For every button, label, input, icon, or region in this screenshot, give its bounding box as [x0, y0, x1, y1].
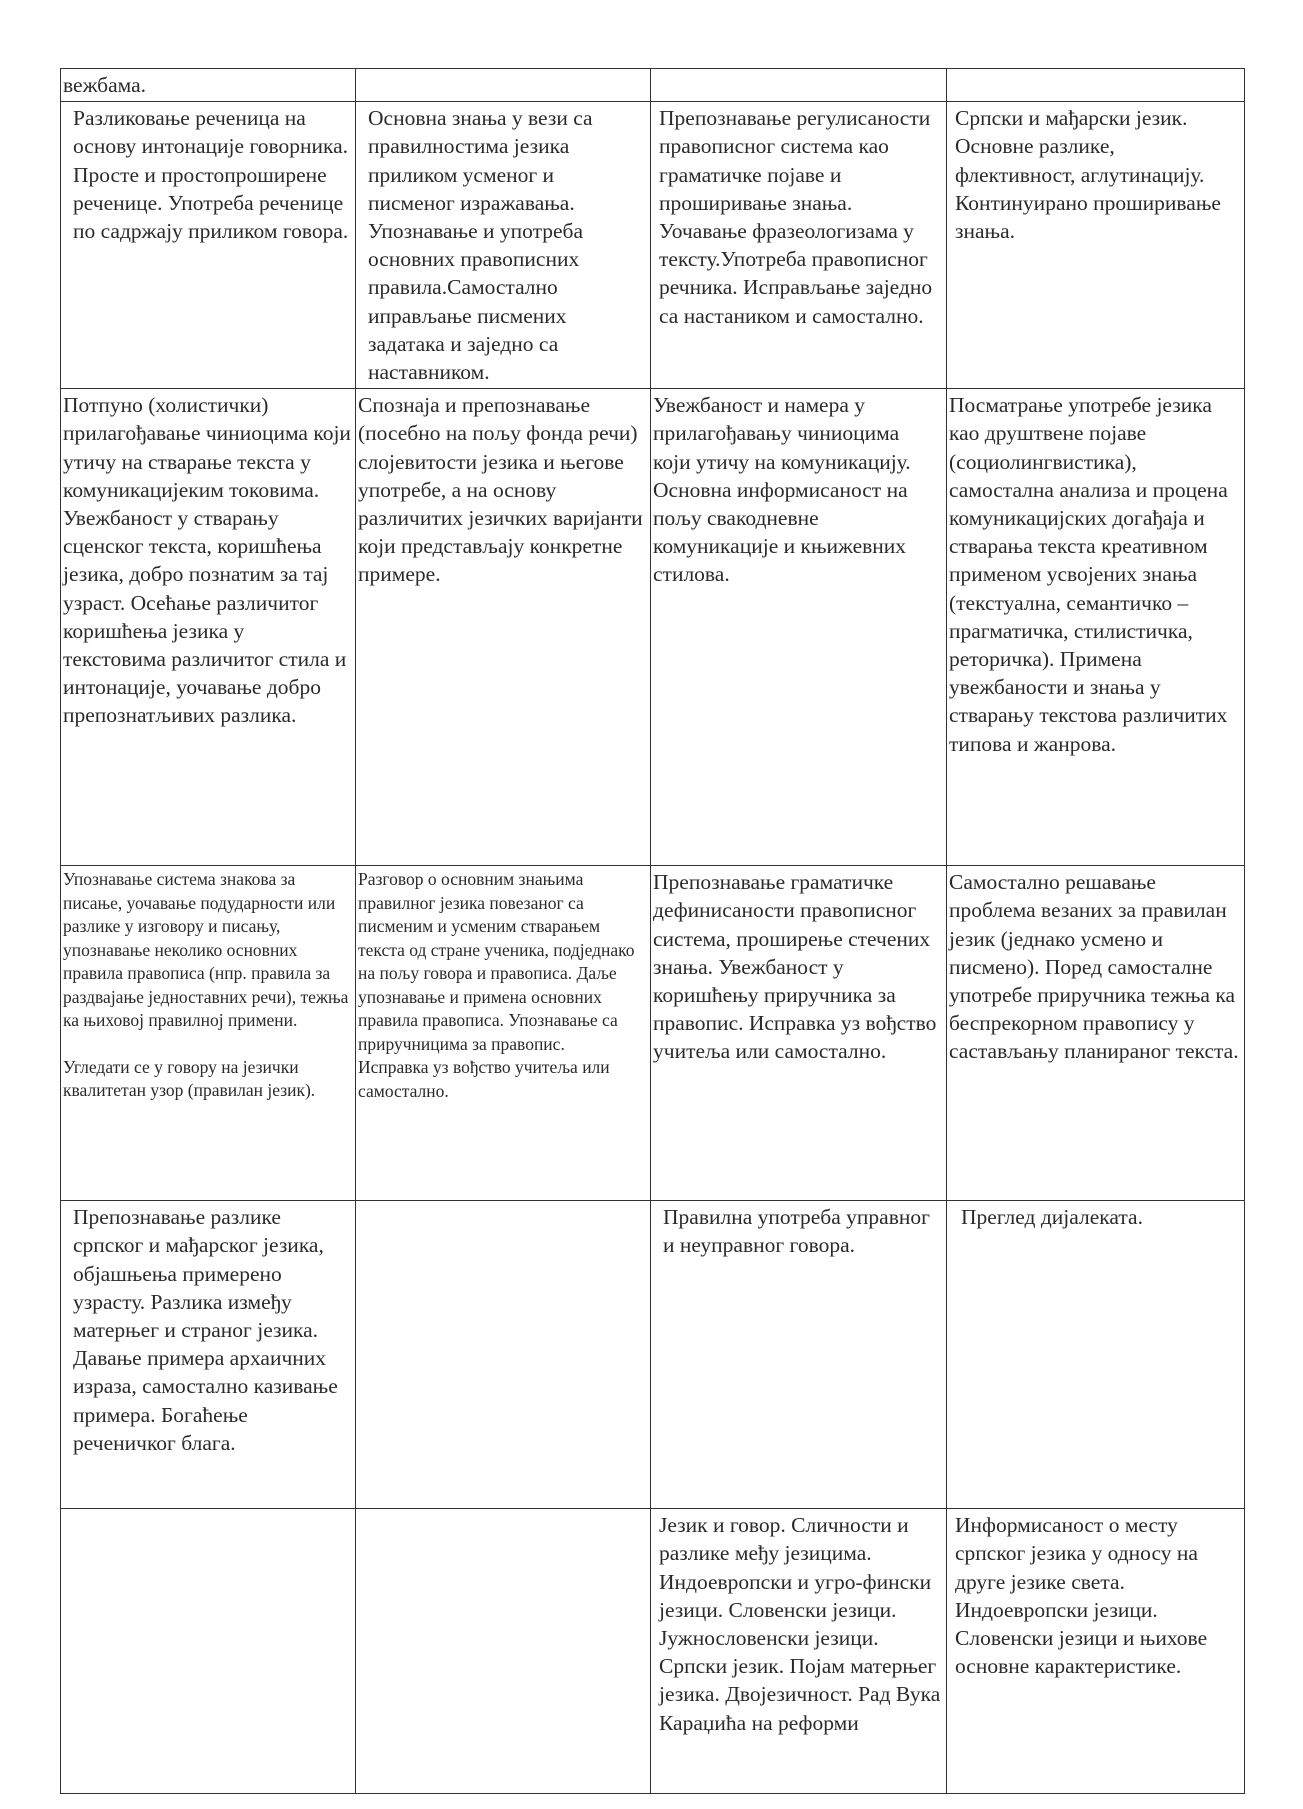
table-row [61, 1201, 1245, 1509]
table-cell: Препознавање граматичке дефинисаности правописног система, проширење стечених знања. Увежбаност у коришћењу приручника за правопис. Исправка уз вођство учитеља или самостално. [651, 866, 947, 1201]
table-cell: Правилна употреба управног и неуправног говора. [651, 1201, 947, 1509]
table-row [61, 866, 1245, 1201]
table-row [61, 1509, 1245, 1794]
table-cell: Препознавање разлике српског и мађарског језика, објашњења примерено узрасту. Разлика између матерњег и страног језика. Давање примера архаичних израза, самостално казивање примера. Богаћење реченичког блага. [61, 1201, 356, 1509]
table-cell: вежбама. [61, 69, 356, 102]
table-cell: Спознаја и препознавање (посебно на пољу фонда речи) слојевитости језика и његове употребе, а на основу различитих језичких варијанти који представљају конкретне примере. [356, 389, 651, 866]
table-cell [356, 69, 651, 102]
table-row [61, 389, 1245, 866]
table-row [61, 69, 1245, 102]
table-cell: Преглед дијалеката. [947, 1201, 1245, 1509]
table-cell: Препознавање регулисаности правописног система као граматичке појаве и проширивање знања. Уочавање фразеологизама у тексту.Употреба правописног речника. Исправљање заједно са настаником и самостално. [651, 102, 947, 389]
table-row [61, 102, 1245, 389]
table-cell: Посматрање употребе језика као друштвене појаве (социолингвистика), самостална анализа и процена комуникацијских догађаја и стварања текста креативном применом усвојених знања (текстуална, семантичко – прагматичка, стилистичка, реторичка). Примена увежбаности и знања у стварању текстова различитих типова и жанрова. [947, 389, 1245, 866]
table-cell [61, 1509, 356, 1794]
table-cell: Потпуно (холистички) прилагођавање чиниоцима који утичу на стварање текста у комуникацијеким токовима. Увежбаност у стварању сценског текста, коришћења језика, добро познатим за тај узраст. Осећање различитог коришћења језика у текстовима различитог стила и интонације, уочавање добро препознатљивих разлика. [61, 389, 356, 866]
table-cell: Увежбаност и намера у прилагођавању чиниоцима који утичу на комуникацију. Основна информисаност на пољу свакодневне комуникације и књижевних стилова. [651, 389, 947, 866]
table-cell: Разговор о основним знањима правилног језика повезаног са писменим и усменим стварањем текста од стране ученика, подједнако на пољу говора и правописа. Даље упознавање и примена основних правила правописа. Упознавање са приручницима за правопис. Исправка уз вођство учитеља или самостално. [356, 866, 651, 1201]
table-cell [356, 1509, 651, 1794]
table-cell [651, 69, 947, 102]
table-cell: Језик и говор. Сличности и разлике међу језицима. Индоевропски и угро-фински језици. Словенски језици. Јужнословенски језици. Српски језик. Појам матерњег језика. Двојезичност. Рад Вука Караџића на реформи [651, 1509, 947, 1794]
table-cell: Самостално решавање проблема везаних за правилан језик (једнако усмено и писмено). Поред самосталне употребе приручника тежња ка беспрекорном правопису у састављању планираног текста. [947, 866, 1245, 1201]
table-cell [356, 1201, 651, 1509]
table-cell [947, 69, 1245, 102]
table-cell: Разликовање реченица на основу интонације говорника. Просте и простопроширене реченице. Употреба реченице по садржају приликом говора. [61, 102, 356, 389]
table-cell: Упознавање система знакова за писање, уочавање подударности или разлике у изговору и писању, упознавање неколико основних правила правописа (нпр. правила за раздвајање једноставних речи), тежња ка њиховој правилној примени. Угледати се у говору на језички квалитетан узор (правилан језик). [61, 866, 356, 1201]
curriculum-table [60, 68, 1245, 1794]
table-cell: Српски и мађарски језик. Основне разлике, флективност, аглутинацију. Континуирано проширивање знања. [947, 102, 1245, 389]
table-cell: Информисаност о месту српског језика у односу на друге језике света. Индоевропски језици. Словенски језици и њихове основне карактеристике. [947, 1509, 1245, 1794]
table-cell: Основна знања у вези са правилностима језика приликом усменог и писменог изражавања. Упознавање и употреба основних правописних правила.Самостално иправљање писмених задатака и заједно са наставником. [356, 102, 651, 389]
